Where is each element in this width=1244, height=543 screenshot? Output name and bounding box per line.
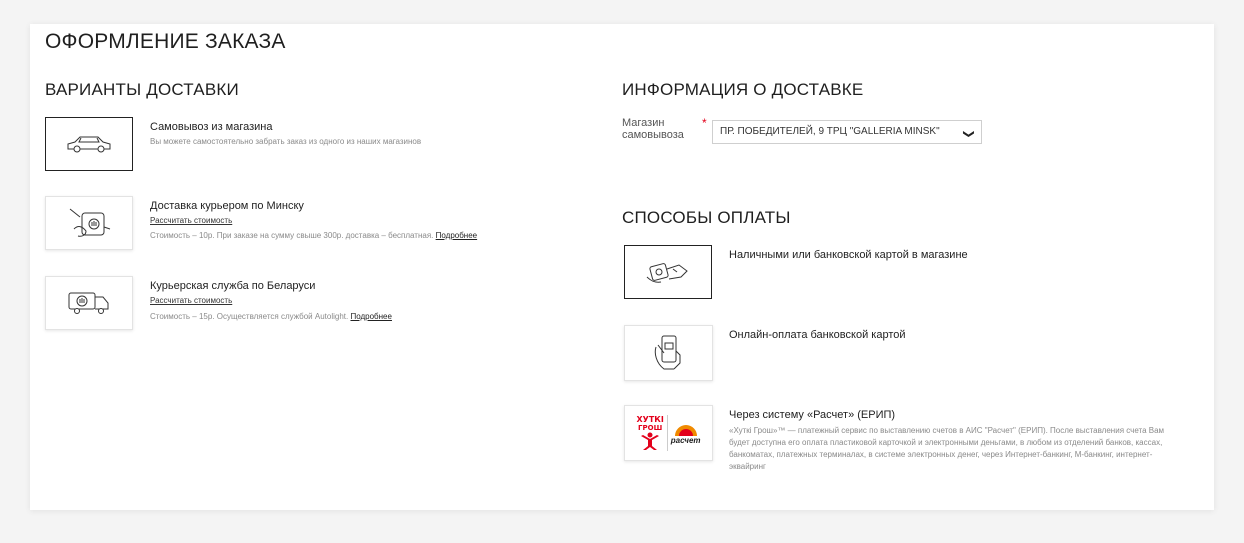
pickup-option-desc: Вы можете самостоятельно забрать заказ из одного из наших магазинов [150,137,422,146]
delivery-truck-icon [67,290,111,316]
page-title: ОФОРМЛЕНИЕ ЗАКАЗА [45,30,286,53]
courier-minsk-option-button[interactable] [45,196,133,250]
pickup-option-title: Самовывоз из магазина [150,121,273,133]
store-select[interactable] [712,120,982,144]
store-select-value: ПР. ПОБЕДИТЕЛЕЙ, 9 ТРЦ "GALLERIA MINSK" [720,126,940,137]
courier-belarus-option-desc: Стоимость – 15р. Осуществляется службой Autolight. Подробнее [150,312,392,321]
erip-logo-icon [636,415,700,451]
pay-erip-button[interactable] [624,405,713,461]
courier-belarus-option-button[interactable] [45,276,133,330]
pay-online-card-title: Онлайн-оплата банковской картой [729,329,906,341]
pay-erip-desc: «Хуткi Грош»™ — платежный сервис по выставлению счетов в АИС "Расчет" (ЕРИП). После выставления счета Вам будет доступна его оплата пластиковой карточкой и электронными деньгами, в любом из отделений банков, кассах, банкоматах, платежных терминалах, в системе электронных денег, через Интернет-банкинг, М-банкинг, интернет-эквайринг [729,426,1165,471]
courier-belarus-more-link[interactable]: Подробнее [350,312,392,321]
courier-package-icon [64,207,114,239]
pay-cash-card-store-title: Наличными или банковской картой в магазине [729,249,968,261]
courier-minsk-option-title: Доставка курьером по Минску [150,200,304,212]
store-pickup-label: Магазин самовывоза [622,117,684,141]
delivery-info-section-title: ИНФОРМАЦИЯ О ДОСТАВКЕ [622,80,864,99]
pay-cash-card-store-button[interactable] [624,245,712,299]
car-icon [65,133,113,155]
courier-minsk-calc-link[interactable]: Рассчитать стоимость [150,216,233,225]
raschet-logo: расчет [671,422,701,445]
courier-minsk-more-link[interactable]: Подробнее [435,231,478,240]
pay-online-card-button[interactable] [624,325,713,381]
hutki-grosh-logo: ХУТКI ГРОШ [636,416,663,450]
courier-belarus-option-title: Курьерская служба по Беларуси [150,280,316,292]
pay-erip-title: Через систему «Расчет» (ЕРИП) [729,409,896,421]
chevron-down-icon: ❯ [957,125,979,138]
courier-minsk-option-desc: Стоимость – 10р. При заказе на сумму свыше 300р. доставка – бесплатная. Подробнее [150,231,478,240]
pickup-option-button[interactable] [45,117,133,171]
delivery-section-title: ВАРИАНТЫ ДОСТАВКИ [45,80,239,99]
phone-payment-icon [652,333,686,373]
payment-section-title: СПОСОБЫ ОПЛАТЫ [622,208,791,227]
cash-card-icon [643,257,693,287]
required-mark: * [702,116,707,130]
courier-belarus-calc-link[interactable]: Рассчитать стоимость [150,296,233,305]
